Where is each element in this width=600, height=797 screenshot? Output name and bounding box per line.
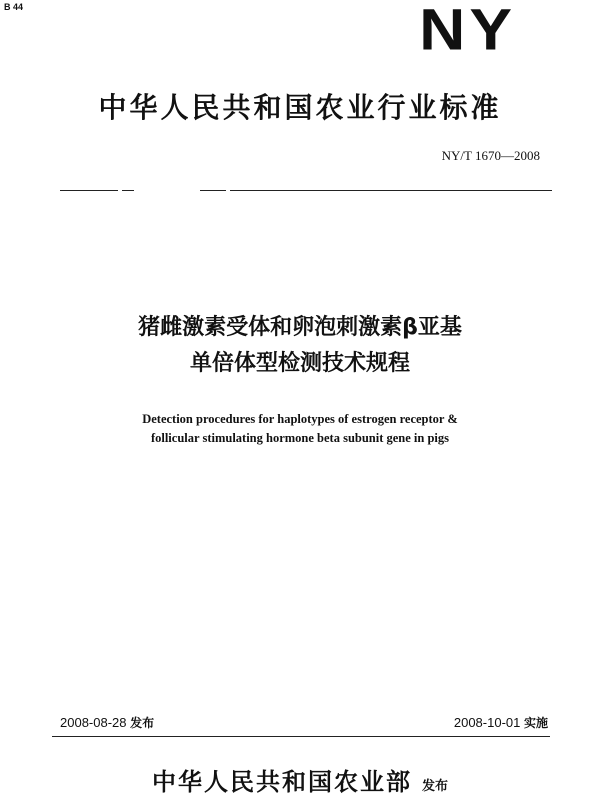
issue-date — [60, 714, 154, 731]
standard-body-title: 中华人民共和国农业行业标准 — [98, 91, 502, 124]
ny-logo: NY — [419, 0, 516, 63]
issuer-name: 中华人民共和国农业部 — [151, 768, 412, 796]
chinese-title — [0, 310, 600, 382]
header-divider-segment — [60, 190, 118, 191]
header-divider-segment — [122, 190, 134, 191]
footer-divider — [52, 736, 550, 737]
effective-date-value: 2008-10-01 — [453, 715, 521, 730]
effective-date-label: 实施 — [523, 716, 548, 730]
issue-date-value: 2008-08-28 — [60, 715, 127, 730]
header-divider-segment — [200, 190, 226, 191]
issuer-suffix: 发布 — [421, 779, 448, 794]
header-divider-segment — [230, 190, 552, 191]
chinese-title-line-1: 猪雌激素受体和卵泡刺激素β亚基 — [138, 315, 462, 340]
classification-code: B 44 — [4, 2, 24, 12]
effective-date — [454, 714, 548, 731]
chinese-title-line-2: 单倍体型检测技术规程 — [189, 351, 410, 376]
standard-number: NY/T 1670—2008 — [441, 148, 540, 163]
english-title — [0, 410, 600, 448]
english-title-line-2: follicular stimulating hormone beta subunit gene in pigs — [150, 431, 450, 445]
english-title-line-1: Detection procedures for haplotypes of estrogen receptor & — [142, 412, 458, 426]
issuer — [0, 762, 600, 797]
issue-date-label: 发布 — [130, 716, 155, 730]
